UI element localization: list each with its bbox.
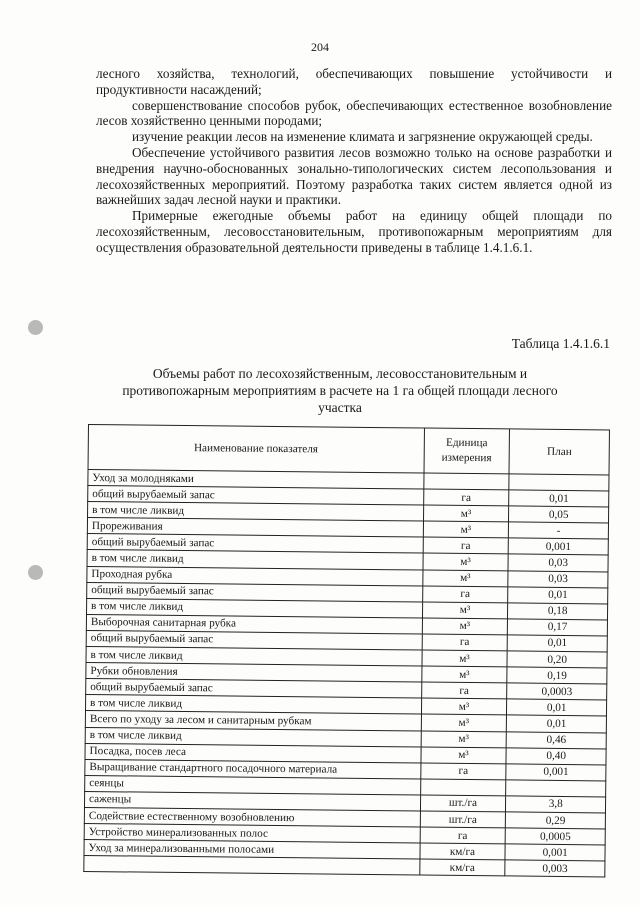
cell-unit: га	[420, 827, 506, 844]
cell-unit: га	[420, 763, 506, 780]
cell-plan: 0,03	[508, 554, 608, 571]
cell-plan: 0,0003	[507, 683, 607, 700]
cell-plan: 0,01	[507, 635, 607, 652]
cell-indicator: Выборочная санитарная рубка	[86, 614, 422, 634]
table-label: Таблица 1.4.1.6.1	[511, 336, 610, 351]
cell-unit: м³	[423, 505, 509, 522]
cell-plan: 0,01	[509, 490, 609, 507]
cell-plan: 0,17	[508, 619, 608, 636]
cell-unit: м³	[421, 714, 507, 731]
cell-unit: м³	[422, 602, 508, 619]
cell-indicator: в том числе ликвид	[88, 502, 424, 522]
cell-unit: м³	[421, 698, 507, 715]
cell-unit: м³	[423, 553, 509, 570]
table-body	[84, 470, 609, 878]
cell-indicator: Выращивание стандартного посадочного материала	[85, 759, 421, 779]
cell-unit: м³	[421, 731, 507, 748]
cell-plan: 0,03	[508, 570, 608, 587]
cell-plan: 0,001	[505, 844, 605, 861]
punch-hole-mark	[28, 320, 43, 335]
cell-indicator: Устройство минерализованных полос	[84, 824, 420, 844]
cell-indicator: в том числе ликвид	[86, 647, 422, 667]
cell-unit	[420, 779, 506, 796]
cell-unit: м³	[420, 747, 506, 764]
cell-indicator: в том числе ликвид	[85, 695, 421, 715]
paragraph: лесного хозяйства, технологий, обеспечивающих повышение устойчивости и продуктивности насаждений;	[96, 66, 612, 97]
volumes-table	[83, 424, 610, 878]
column-header-unit: Единица измерения	[424, 428, 510, 474]
cell-indicator: Уход за молодняками	[88, 470, 424, 490]
cell-unit: шт./га	[420, 811, 506, 828]
cell-plan: 0,46	[506, 731, 606, 748]
cell-unit: га	[422, 634, 508, 651]
cell-indicator: Уход за минерализованными полосами	[84, 840, 420, 860]
page-number: 204	[311, 40, 329, 54]
body-text	[96, 66, 612, 256]
cell-unit: м³	[421, 650, 507, 667]
column-header-plan: План	[509, 429, 609, 475]
cell-unit: м³	[422, 618, 508, 635]
cell-plan: 0,0005	[505, 828, 605, 845]
cell-unit: га	[422, 586, 508, 603]
table-title: Объемы работ по лесохозяйственным, лесовосстановительным и противопожарным мероприятиям в расчете на 1 га общей площади лесного участка	[122, 366, 558, 415]
paragraph: изучение реакции лесов на изменение климата и загрязнение окружающей среды.	[132, 129, 593, 145]
cell-plan: 0,001	[506, 764, 606, 781]
cell-indicator: в том числе ликвид	[85, 727, 421, 747]
cell-indicator: саженцы	[84, 791, 420, 811]
paragraph: Примерные ежегодные объемы работ на единицу общей площади по лесохозяйственным, лесовосстановительным, противопожарным мероприятиям для осуществления образовательной деятельности приведены в таблице 1.4.1.6.1.	[96, 208, 612, 255]
cell-indicator: Содействие естественному возобновлению	[84, 807, 420, 827]
cell-unit: га	[423, 537, 509, 554]
cell-indicator: в том числе ликвид	[87, 550, 423, 570]
cell-plan: 0,29	[506, 812, 606, 829]
cell-unit: га	[421, 682, 507, 699]
cell-plan: 0,01	[508, 587, 608, 604]
cell-unit: шт./га	[420, 795, 506, 812]
cell-unit: га	[423, 489, 509, 506]
cell-unit: км/га	[419, 859, 505, 876]
cell-indicator: Всего по уходу за лесом и санитарным рубкам	[85, 711, 421, 731]
cell-indicator: общий вырубаемый запас	[86, 679, 422, 699]
cell-plan: 0,40	[506, 747, 606, 764]
cell-indicator: общий вырубаемый запас	[87, 582, 423, 602]
cell-plan: 0,01	[507, 715, 607, 732]
cell-plan: 0,001	[509, 538, 609, 555]
table-header-row	[88, 425, 609, 475]
cell-plan: 0,18	[508, 603, 608, 620]
cell-plan: 3,8	[506, 796, 606, 813]
cell-plan	[506, 780, 606, 797]
cell-plan: -	[509, 522, 609, 539]
cell-plan: 0,003	[505, 860, 605, 877]
paragraph: Обеспечение устойчивого развития лесов возможно только на основе разработки и внедрения научно-обоснованных зонально-типологических систем лесопользования и лесохозяйственных мероприятий. Поэтому разработка таких систем является одной из важнейших задач лесной науки и практики.	[96, 144, 612, 208]
cell-indicator: общий вырубаемый запас	[88, 486, 424, 506]
cell-indicator: Проходная рубка	[87, 566, 423, 586]
cell-indicator: Прореживания	[87, 518, 423, 538]
cell-indicator: общий вырубаемый запас	[86, 630, 422, 650]
cell-plan: 0,19	[507, 667, 607, 684]
cell-plan: 0,05	[509, 506, 609, 523]
cell-unit	[423, 473, 509, 490]
cell-indicator: Рубки обновления	[86, 663, 422, 683]
cell-indicator: Посадка, посев леса	[85, 743, 421, 763]
cell-unit: км/га	[419, 843, 505, 860]
cell-plan: 0,20	[507, 651, 607, 668]
cell-indicator: в том числе ликвид	[87, 598, 423, 618]
cell-indicator: сеянцы	[85, 775, 421, 795]
cell-indicator: общий вырубаемый запас	[87, 534, 423, 554]
cell-plan: 0,01	[507, 699, 607, 716]
cell-unit: м³	[423, 521, 509, 538]
column-header-indicator: Наименование показателя	[88, 425, 424, 474]
punch-hole-mark	[28, 565, 43, 580]
cell-unit: м³	[422, 570, 508, 587]
cell-unit: м³	[421, 666, 507, 683]
cell-indicator	[84, 856, 420, 876]
paragraph: совершенствование способов рубок, обеспечивающих естественное возобновление лесов хозяйственно ценными породами;	[96, 97, 612, 129]
cell-plan	[509, 474, 609, 491]
